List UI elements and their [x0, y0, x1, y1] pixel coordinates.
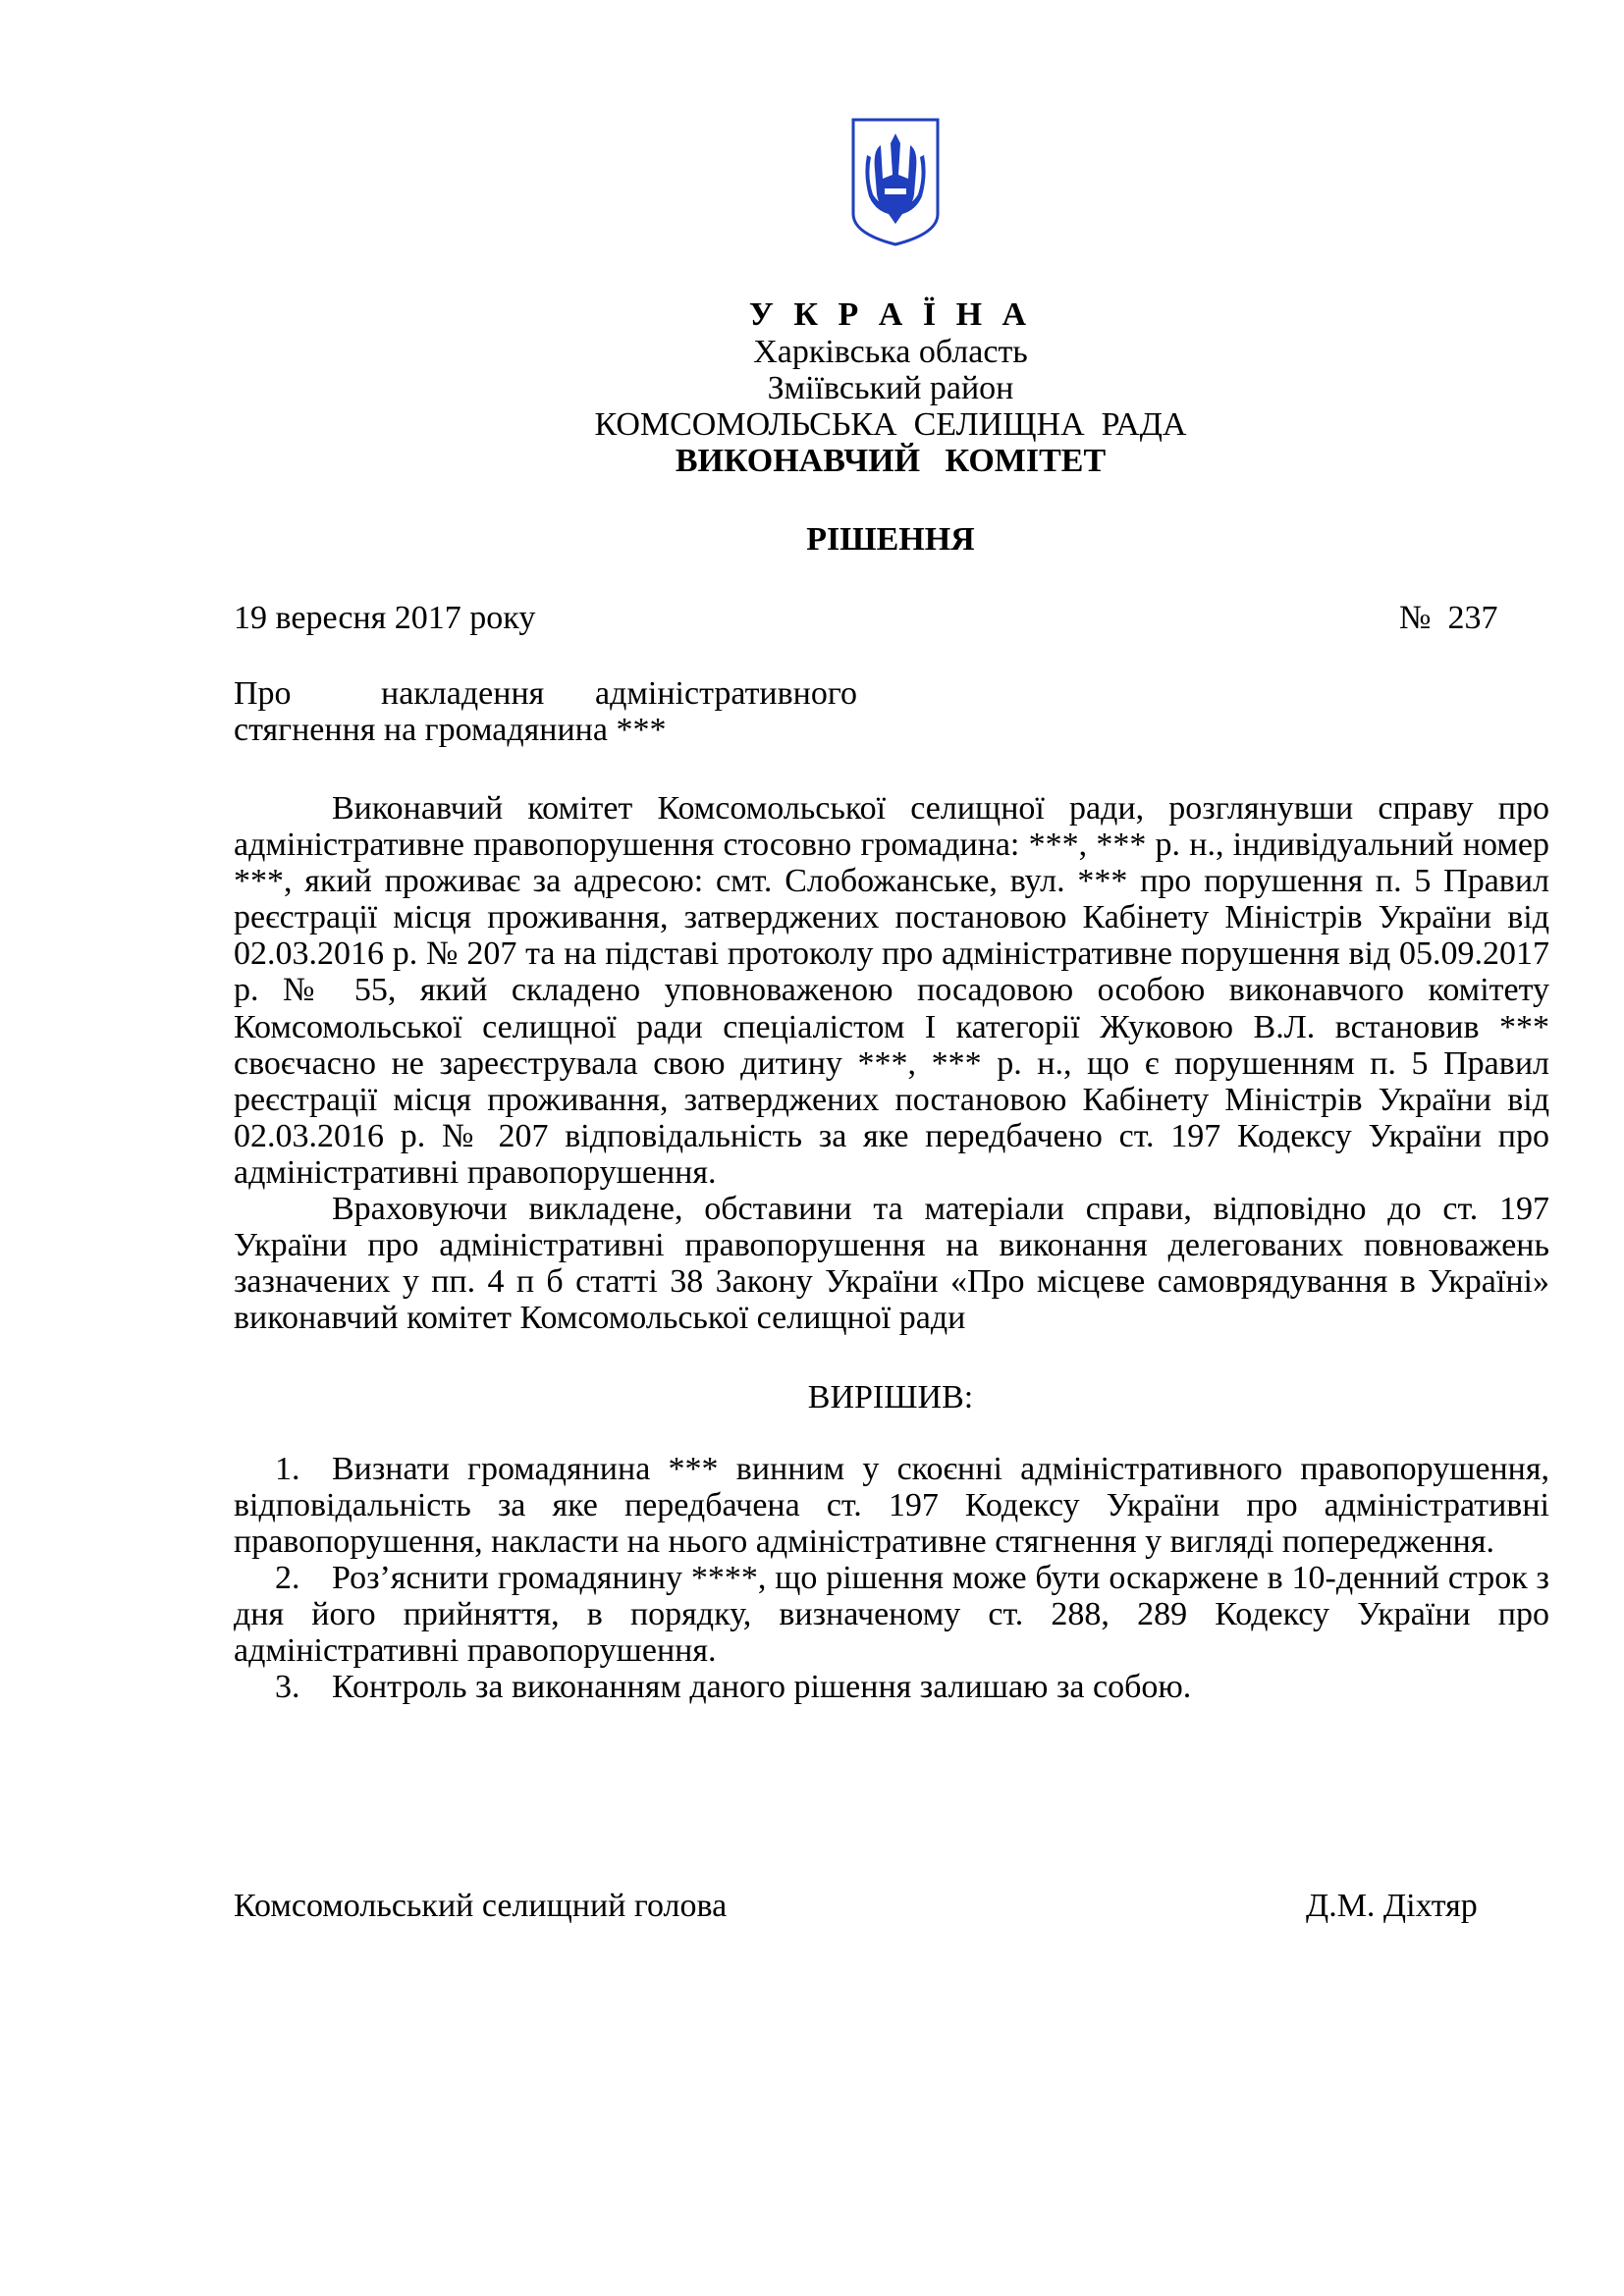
- item-number: 1.: [275, 1451, 300, 1487]
- paragraph-line: р. № 55, який складено уповноваженою посадовою особою виконавчого комітету: [234, 972, 1549, 1009]
- paragraph-line: 02.03.2016 р. № 207 та на підставі протоколу про адміністративне порушення від 05.09.2017: [234, 935, 1549, 973]
- paragraph-1: [234, 790, 1549, 1191]
- council-line: КОМСОМОЛЬСЬКА СЕЛИЩНА РАДА: [594, 406, 1187, 443]
- paragraph-line: Виконавчий комітет Комсомольської селищної ради, розглянувши справу про: [332, 790, 1549, 827]
- country-heading: У К Р А Ї Н А: [748, 296, 1033, 333]
- signatory-position: Комсомольський селищний голова: [234, 1888, 728, 1924]
- item-line: Визнати громадянина *** винним у скоєнні адміністративного правопорушення,: [332, 1451, 1549, 1487]
- paragraph-line: зазначених у пп. 4 п б статті 38 Закону України «Про місцеве самоврядування в Україні»: [234, 1263, 1549, 1301]
- region-line: Харківська область: [753, 334, 1028, 370]
- item-number: 2.: [275, 1560, 300, 1596]
- item-number: 3.: [275, 1669, 300, 1705]
- item-line: Роз’яснити громадянину ****, що рішення може бути оскаржене в 10-денний строк з: [332, 1560, 1549, 1596]
- document-number: № 237: [1399, 600, 1498, 636]
- paragraph-line: 02.03.2016 р. № 207 відповідальність за яке передбачено ст. 197 Кодексу України про: [234, 1117, 1549, 1154]
- paragraph-line: Комсомольської селищної ради спеціалістом І категорії Жуковою В.Л. встановив ***: [234, 1008, 1549, 1045]
- paragraph-line: виконавчий комітет Комсомольської селищної ради: [234, 1300, 966, 1337]
- paragraph-line: адміністративні правопорушення.: [234, 1153, 717, 1191]
- paragraph-line: реєстрації місця проживання, затверджених постановою Кабінету Міністрів України від: [234, 1081, 1549, 1118]
- paragraph-line: адміністративне правопорушення стосовно громадина: ***, *** р. н., індивідуальний номер: [234, 827, 1549, 864]
- decision-item-3: [234, 1669, 1549, 1705]
- item-line: дня його прийняття, в порядку, визначеному ст. 288, 289 Кодексу України про: [234, 1596, 1549, 1633]
- paragraph-line: реєстрації місця проживання, затверджених постановою Кабінету Міністрів України від: [234, 899, 1549, 936]
- paragraph-line: своєчасно не зареєструвала свою дитину ***, *** р. н., що є порушенням п. 5 Правил: [234, 1044, 1549, 1082]
- committee-line: ВИКОНАВЧИЙ КОМІТЕТ: [675, 443, 1107, 479]
- item-line: адміністративні правопорушення.: [234, 1632, 717, 1670]
- coat-of-arms-icon: [849, 116, 942, 247]
- subject-line-2: стягнення на громадянина ***: [234, 712, 667, 748]
- subject-word-1: Про: [234, 675, 292, 712]
- paragraph-line: ***, який проживає за адресою: смт. Слобожанське, вул. *** про порушення п. 5 Правил: [234, 863, 1549, 900]
- item-line: відповідальність за яке передбачена ст. 197 Кодексу України про адміністративні: [234, 1487, 1549, 1524]
- decision-item-2: [234, 1560, 1549, 1669]
- subject-word-2: накладення: [381, 675, 545, 712]
- document-date: 19 вересня 2017 року: [234, 600, 536, 636]
- document-type-heading: РІШЕННЯ: [806, 521, 975, 558]
- item-line: правопорушення, накласти на нього адміністративне стягнення у вигляді попередження.: [234, 1523, 1495, 1561]
- district-line: Зміївський район: [767, 370, 1014, 406]
- paragraph-line: України про адміністративні правопорушення на виконання делегованих повноважень: [234, 1227, 1549, 1264]
- subject-word-3: адміністративного: [595, 675, 857, 712]
- paragraph-2: [234, 1191, 1549, 1336]
- resolved-heading: ВИРІШИВ:: [807, 1379, 974, 1415]
- paragraph-line: Враховуючи викладене, обставини та матеріали справи, відповідно до ст. 197: [332, 1191, 1549, 1227]
- decision-item-1: [234, 1451, 1549, 1560]
- signatory-name: Д.М. Діхтяр: [1306, 1888, 1478, 1924]
- item-line: Контроль за виконанням даного рішення залишаю за собою.: [332, 1669, 1192, 1705]
